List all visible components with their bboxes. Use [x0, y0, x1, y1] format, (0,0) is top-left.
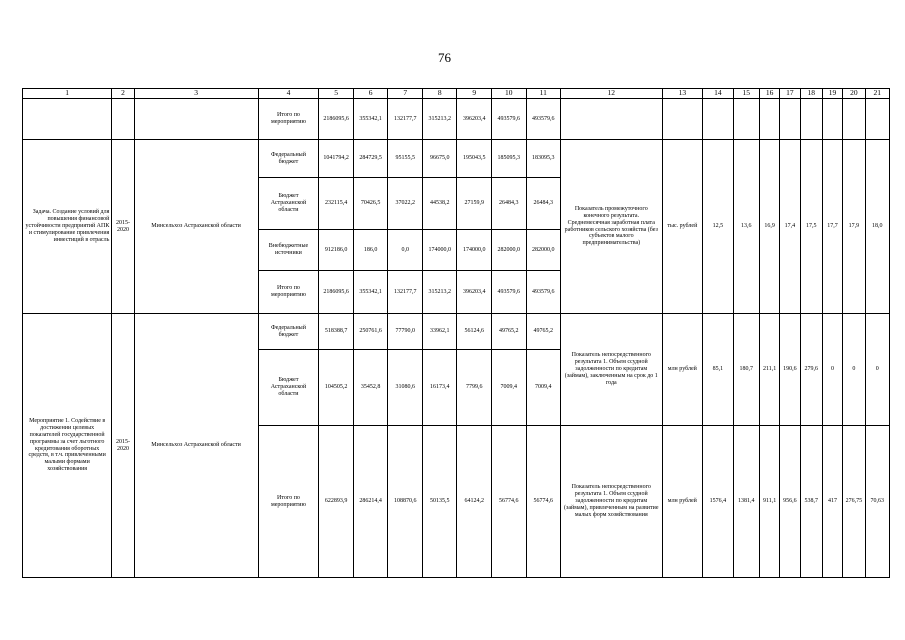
- value-cell: 493579,6: [526, 271, 561, 314]
- value-cell: 56774,6: [526, 426, 561, 578]
- value-cell: 174000,0: [457, 230, 492, 271]
- col-header: 18: [800, 89, 822, 99]
- value-cell: 493579,6: [526, 99, 561, 140]
- value-cell: 104505,2: [319, 350, 354, 426]
- col-header: 17: [780, 89, 800, 99]
- task-indicator: Показатель промежуточного конечного результата. Среднемесячная заработная плата работников сельского хозяйства (без субъектов малого предпринимательства): [561, 140, 663, 314]
- value-cell: 7009,4: [491, 350, 526, 426]
- indicator-value: 956,6: [780, 426, 800, 578]
- funding-source: Итого по мероприятию: [258, 426, 319, 578]
- indicator-value: 85,1: [703, 314, 733, 426]
- value-cell: 174000,0: [422, 230, 457, 271]
- indicator-value: 180,7: [733, 314, 759, 426]
- value-cell: 31080,6: [388, 350, 423, 426]
- col-header: 3: [134, 89, 258, 99]
- col-header: 11: [526, 89, 561, 99]
- funding-source: Федеральный бюджет: [258, 140, 319, 178]
- measure-years: 2015-2020: [112, 314, 134, 578]
- value-cell: 33962,1: [422, 314, 457, 350]
- col-header: 9: [457, 89, 492, 99]
- col-header: 7: [388, 89, 423, 99]
- measure-executor: Минсельхоз Астраханской области: [134, 314, 258, 578]
- task-title: Задача. Создание условий для повышения финансовой устойчивости предприятий АПК и стимулирование привлечения инвестиций в отрасль: [23, 140, 112, 314]
- program-table: [22, 88, 890, 578]
- funding-source: Итого по мероприятию: [258, 99, 319, 140]
- measure-unit-1: млн рублей: [662, 314, 703, 426]
- value-cell: 96675,0: [422, 140, 457, 178]
- indicator-value: 70,63: [865, 426, 889, 578]
- indicator-value: 211,1: [759, 314, 779, 426]
- task-years: 2015-2020: [112, 140, 134, 314]
- col-header: 21: [865, 89, 889, 99]
- funding-source: Внебюджетные источники: [258, 230, 319, 271]
- indicator-value: 190,6: [780, 314, 800, 426]
- value-cell: 56124,6: [457, 314, 492, 350]
- value-cell: 7799,6: [457, 350, 492, 426]
- indicator-value: 12,5: [703, 140, 733, 314]
- value-cell: 7009,4: [526, 350, 561, 426]
- value-cell: 26484,3: [526, 178, 561, 230]
- value-cell: 132177,7: [388, 271, 423, 314]
- value-cell: 56774,6: [491, 426, 526, 578]
- indicator-value: 16,9: [759, 140, 779, 314]
- value-cell: 2186095,6: [319, 271, 354, 314]
- value-cell: 518388,7: [319, 314, 354, 350]
- indicator-value: 417: [822, 426, 842, 578]
- table-row: [23, 140, 890, 178]
- value-cell: 315213,2: [422, 99, 457, 140]
- value-cell: 27159,9: [457, 178, 492, 230]
- value-cell: 185095,3: [491, 140, 526, 178]
- measure-indicator-1: Показатель непосредственного результата 1. Объем ссудной задолженности по кредитам (займам), заключенным на срок до 1 года: [561, 314, 663, 426]
- value-cell: 26484,3: [491, 178, 526, 230]
- table-row: [23, 314, 890, 350]
- value-cell: 186,0: [353, 230, 388, 271]
- col-header: 5: [319, 89, 354, 99]
- value-cell: 315213,2: [422, 271, 457, 314]
- value-cell: 49765,2: [526, 314, 561, 350]
- value-cell: 132177,7: [388, 99, 423, 140]
- indicator-value: 17,5: [800, 140, 822, 314]
- value-cell: 396203,4: [457, 271, 492, 314]
- value-cell: 0,0: [388, 230, 423, 271]
- measure-unit-2: млн рублей: [662, 426, 703, 578]
- indicator-value: 17,7: [822, 140, 842, 314]
- indicator-value: 1576,4: [703, 426, 733, 578]
- indicator-value: 1381,4: [733, 426, 759, 578]
- value-cell: 284729,5: [353, 140, 388, 178]
- measure-indicator-2: Показатель непосредственного результата 1. Объем ссудной задолженности по кредитам (займам), привлеченным на развитие малых форм хозяйствования: [561, 426, 663, 578]
- funding-source: Итого по мероприятию: [258, 271, 319, 314]
- page-number: 76: [438, 50, 451, 65]
- value-cell: 286214,4: [353, 426, 388, 578]
- value-cell: 183095,3: [526, 140, 561, 178]
- col-header: 12: [561, 89, 663, 99]
- indicator-value: 0: [822, 314, 842, 426]
- col-header: 4: [258, 89, 319, 99]
- col-header: 14: [703, 89, 733, 99]
- table-row: [23, 99, 890, 140]
- value-cell: 49765,2: [491, 314, 526, 350]
- funding-source: Федеральный бюджет: [258, 314, 319, 350]
- indicator-value: 17,4: [780, 140, 800, 314]
- value-cell: 1041794,2: [319, 140, 354, 178]
- value-cell: 493579,6: [491, 271, 526, 314]
- funding-source: Бюджет Астраханской области: [258, 178, 319, 230]
- value-cell: 396203,4: [457, 99, 492, 140]
- header-row: [23, 89, 890, 99]
- col-header: 13: [662, 89, 703, 99]
- value-cell: 622893,9: [319, 426, 354, 578]
- indicator-value: 276,75: [843, 426, 865, 578]
- measure-title: Мероприятие 1. Содействие в достижении целевых показателей государственной программы за счет льготного кредитования оборотных средств, в т.ч. привлеченными малыми формами хозяйствования: [23, 314, 112, 578]
- value-cell: 2186095,6: [319, 99, 354, 140]
- value-cell: 37022,2: [388, 178, 423, 230]
- value-cell: 64124,2: [457, 426, 492, 578]
- col-header: 15: [733, 89, 759, 99]
- value-cell: 108870,6: [388, 426, 423, 578]
- value-cell: 250761,6: [353, 314, 388, 350]
- funding-source: Бюджет Астраханской области: [258, 350, 319, 426]
- indicator-value: 0: [865, 314, 889, 426]
- col-header: 2: [112, 89, 134, 99]
- col-header: 10: [491, 89, 526, 99]
- col-header: 6: [353, 89, 388, 99]
- indicator-value: 13,6: [733, 140, 759, 314]
- value-cell: 44538,2: [422, 178, 457, 230]
- value-cell: 35452,8: [353, 350, 388, 426]
- task-executor: Минсельхоз Астраханской области: [134, 140, 258, 314]
- indicator-value: 0: [843, 314, 865, 426]
- value-cell: 282000,0: [526, 230, 561, 271]
- indicator-value: 18,0: [865, 140, 889, 314]
- indicator-value: 279,6: [800, 314, 822, 426]
- col-header: 19: [822, 89, 842, 99]
- value-cell: 50135,5: [422, 426, 457, 578]
- value-cell: 355342,1: [353, 271, 388, 314]
- value-cell: 77790,0: [388, 314, 423, 350]
- value-cell: 493579,6: [491, 99, 526, 140]
- value-cell: 282000,0: [491, 230, 526, 271]
- value-cell: 355342,1: [353, 99, 388, 140]
- col-header: 16: [759, 89, 779, 99]
- indicator-value: 17,9: [843, 140, 865, 314]
- col-header: 1: [23, 89, 112, 99]
- value-cell: 232115,4: [319, 178, 354, 230]
- value-cell: 70426,5: [353, 178, 388, 230]
- col-header: 20: [843, 89, 865, 99]
- indicator-value: 911,1: [759, 426, 779, 578]
- value-cell: 95155,5: [388, 140, 423, 178]
- task-unit: тыс. рублей: [662, 140, 703, 314]
- col-header: 8: [422, 89, 457, 99]
- value-cell: 912186,0: [319, 230, 354, 271]
- value-cell: 195043,5: [457, 140, 492, 178]
- value-cell: 16173,4: [422, 350, 457, 426]
- indicator-value: 538,7: [800, 426, 822, 578]
